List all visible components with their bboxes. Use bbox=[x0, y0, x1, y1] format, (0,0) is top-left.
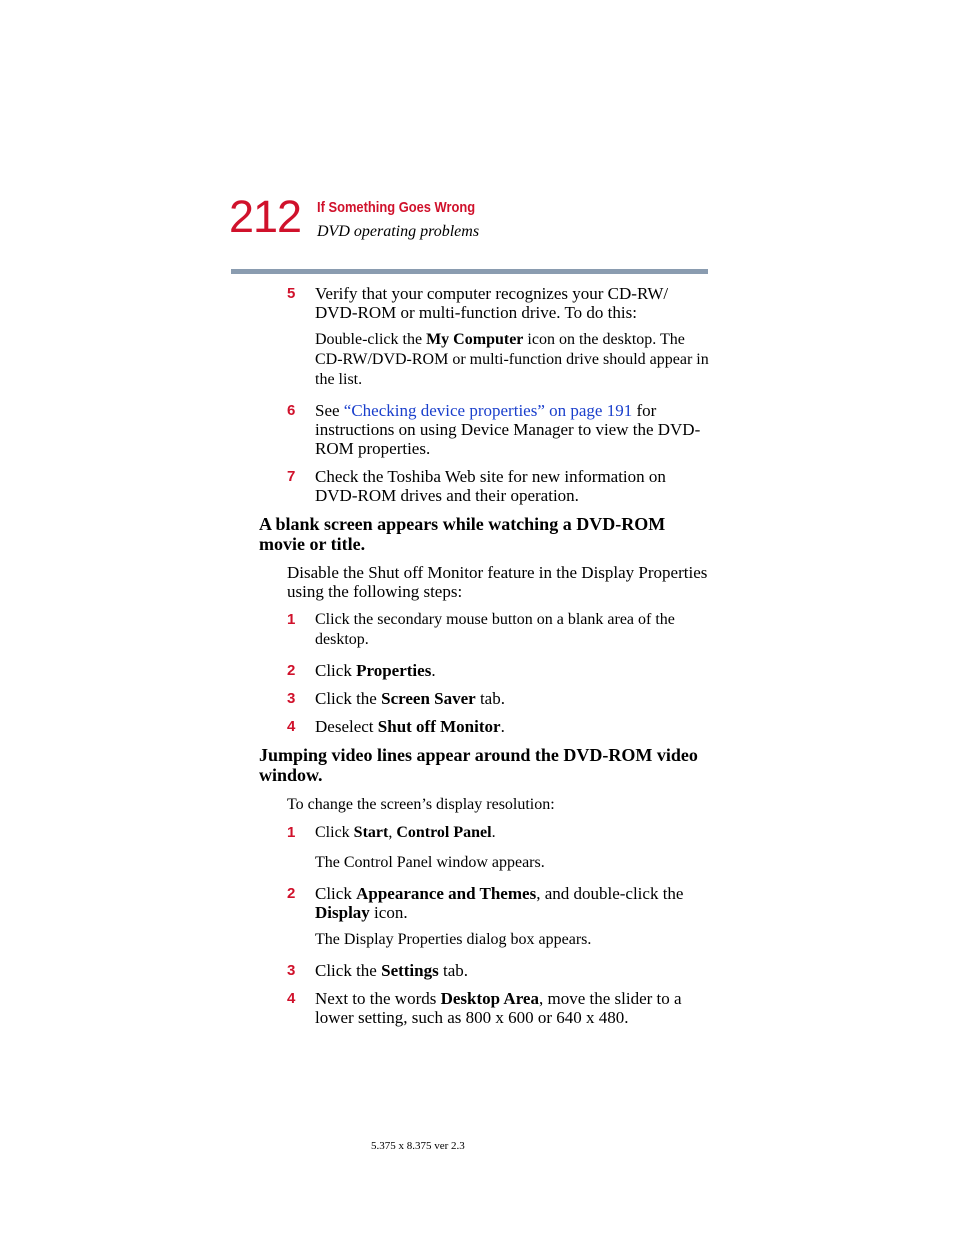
step-number: 4 bbox=[287, 718, 296, 735]
page-footer: 5.375 x 8.375 ver 2.3 bbox=[371, 1140, 465, 1152]
step-number: 2 bbox=[287, 662, 296, 679]
step-c4-text: Next to the words Desktop Area, move the slider to a lower setting, such as 800 x 600 or 640 x 480. bbox=[315, 989, 682, 1027]
page-number: 212 bbox=[229, 191, 302, 242]
step-number: 5 bbox=[287, 285, 296, 302]
step-number: 6 bbox=[287, 402, 296, 419]
cross-reference-link[interactable]: “Checking device properties” on page 191 bbox=[343, 401, 633, 420]
step-5-note: Double-click the My Computer icon on the desktop. The CD-RW/DVD-ROM or multi-function drive should appear in the list. bbox=[315, 331, 709, 388]
step-b3-text: Click the Screen Saver tab. bbox=[315, 689, 505, 708]
step-c2-text: Click Appearance and Themes, and double-click the Display icon. bbox=[315, 884, 684, 922]
section-heading: Jumping video lines appear around the DVD-ROM video window. bbox=[259, 745, 698, 785]
section-title: DVD operating problems bbox=[317, 223, 480, 240]
step-number: 4 bbox=[287, 990, 296, 1007]
step-c1-text: Click Start, Control Panel. bbox=[315, 824, 496, 841]
step-number: 2 bbox=[287, 885, 296, 902]
step-c1-note: The Control Panel window appears. bbox=[315, 854, 545, 871]
section-heading: A blank screen appears while watching a DVD-ROM movie or title. bbox=[259, 514, 666, 554]
intro-paragraph: Disable the Shut off Monitor feature in the Display Properties using the following steps: bbox=[287, 563, 708, 601]
step-b1-text: Click the secondary mouse button on a blank area of the desktop. bbox=[315, 611, 675, 648]
step-c2-note: The Display Properties dialog box appears. bbox=[315, 931, 592, 948]
header-rule bbox=[231, 269, 708, 274]
step-number: 3 bbox=[287, 962, 296, 979]
step-b4-text: Deselect Shut off Monitor. bbox=[315, 717, 505, 736]
step-number: 3 bbox=[287, 690, 296, 707]
chapter-title: If Something Goes Wrong bbox=[317, 199, 476, 216]
step-b2-text: Click Properties. bbox=[315, 661, 436, 680]
step-7-text: Check the Toshiba Web site for new information on DVD-ROM drives and their operation. bbox=[315, 467, 666, 505]
step-number: 1 bbox=[287, 611, 296, 628]
step-number: 1 bbox=[287, 824, 296, 841]
step-6-text: See “Checking device properties” on page 191 for instructions on using Device Manager to view the DVD-ROM properties. bbox=[315, 401, 701, 458]
step-c3-text: Click the Settings tab. bbox=[315, 961, 469, 980]
intro-paragraph: To change the screen’s display resolution: bbox=[287, 796, 555, 813]
step-number: 7 bbox=[287, 468, 296, 485]
step-5-text: Verify that your computer recognizes your CD-RW/ DVD-ROM or multi-function drive. To do this: bbox=[315, 284, 669, 322]
